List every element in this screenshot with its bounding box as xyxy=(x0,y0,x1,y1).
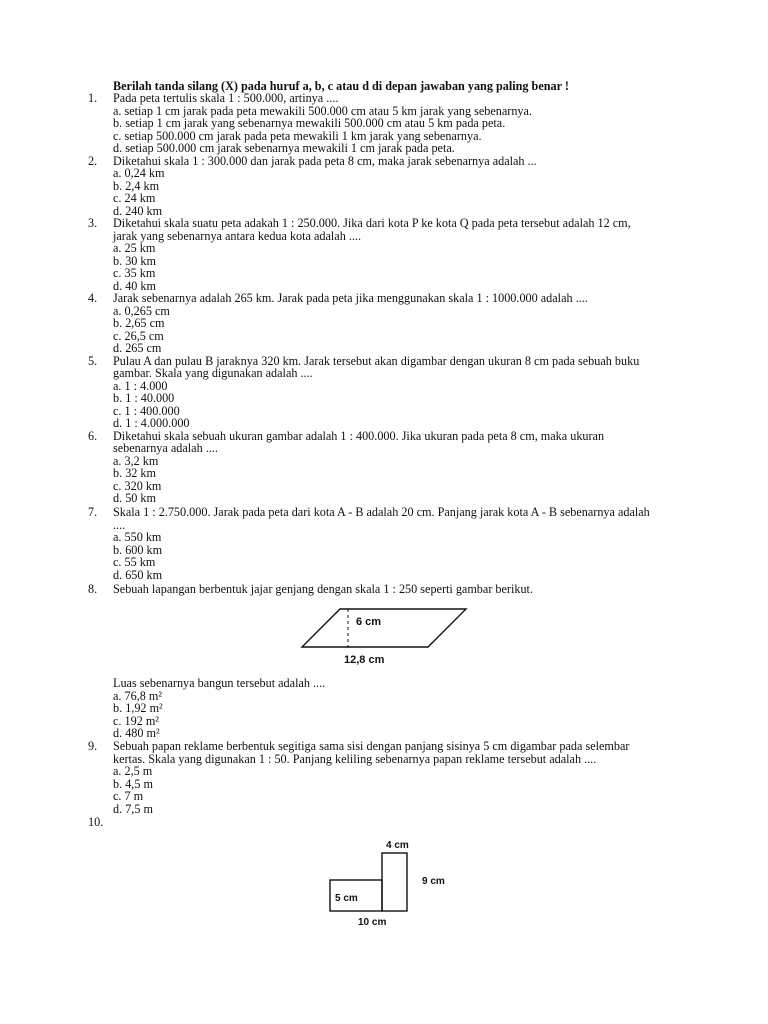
question-text: Sebuah lapangan berbentuk jajar genjang dengan skala 1 : 250 seperti gambar berikut. xyxy=(113,582,533,596)
option: b. 1 : 40.000 xyxy=(113,391,175,405)
question-number: 7. xyxy=(88,505,98,519)
option: d. setiap 500.000 cm jarak sebenarnya mewakili 1 cm jarak pada peta. xyxy=(113,141,455,155)
top-width-label: 4 cm xyxy=(386,840,409,851)
question-text: kertas. Skala yang digunakan 1 : 50. Panjang keliling sebenarnya papan reklame tersebut adalah .... xyxy=(113,751,597,766)
tall-rectangle xyxy=(382,853,407,911)
height-label: 6 cm xyxy=(356,616,382,628)
option: d. 7,5 m xyxy=(113,801,153,816)
option: a. setiap 1 cm jarak pada peta mewakili 500.000 cm atau 5 km jarak yang sebenarnya. xyxy=(113,103,532,118)
question-text: Jarak sebenarnya adalah 265 km. Jarak pada peta jika menggunakan skala 1 : 1000.000 adalah .... xyxy=(113,291,588,305)
option: b. 2,65 cm xyxy=(113,316,165,330)
option: b. setiap 1 cm jarak yang sebenarnya mewakili 500.000 cm atau 5 km pada peta. xyxy=(113,116,506,130)
parallelogram-shape xyxy=(302,609,466,647)
option: c. 24 km xyxy=(113,191,156,205)
question-text: Diketahui skala 1 : 300.000 dan jarak pada peta 8 cm, maka jarak sebenarnya adalah ... xyxy=(113,153,537,168)
option: c. 1 : 400.000 xyxy=(113,403,180,418)
question-number: 6. xyxy=(88,428,98,443)
option: a. 550 km xyxy=(113,530,162,544)
option: b. 1,92 m² xyxy=(113,701,163,715)
option: d. 650 km xyxy=(113,567,163,582)
left-height-label: 5 cm xyxy=(335,893,358,904)
question-text: gambar. Skala yang digunakan adalah .... xyxy=(113,366,313,380)
question-number: 4. xyxy=(88,291,98,305)
question-number: 9. xyxy=(88,739,98,753)
option: a. 76,8 m² xyxy=(113,688,163,703)
question-number: 8. xyxy=(88,582,98,596)
option: a. 1 : 4.000 xyxy=(113,378,168,393)
option: d. 480 m² xyxy=(113,726,160,740)
question-text: Diketahui skala sebuah ukuran gambar adalah 1 : 400.000. Jika ukuran pada peta 8 cm, maka ukuran xyxy=(113,428,605,443)
option: a. 3,2 km xyxy=(113,453,159,468)
right-height-label: 9 cm xyxy=(422,876,445,887)
option: a. 2,5 m xyxy=(113,764,153,778)
option: c. 192 m² xyxy=(113,713,159,728)
question-number: 1. xyxy=(88,91,98,105)
base-label: 12,8 cm xyxy=(344,654,385,666)
option: b. 2,4 km xyxy=(113,178,160,193)
question-number: 3. xyxy=(88,216,98,230)
option: d. 40 km xyxy=(113,278,156,293)
option: d. 265 cm xyxy=(113,341,162,355)
instruction: Berilah tanda silang (X) pada huruf a, b, c atau d di depan jawaban yang paling benar ! xyxy=(113,79,569,93)
option: b. 600 km xyxy=(113,542,163,557)
composite-rectangles-figure xyxy=(320,835,460,935)
option: c. 320 km xyxy=(113,478,162,493)
question-number: 5. xyxy=(88,353,98,368)
question-text: sebenarnya adalah .... xyxy=(113,441,218,455)
option: c. 7 m xyxy=(113,789,144,803)
option: c. 35 km xyxy=(113,266,156,280)
option: a. 0,265 cm xyxy=(113,303,170,318)
question-text: Pulau A dan pulau B jaraknya 320 km. Jarak tersebut akan digambar dengan ukuran 8 cm pada sebuah buku xyxy=(113,353,640,368)
option: a. 0,24 km xyxy=(113,166,165,180)
option: b. 32 km xyxy=(113,466,156,480)
bottom-width-label: 10 cm xyxy=(358,917,387,928)
option: d. 240 km xyxy=(113,203,163,218)
question-text: Sebuah papan reklame berbentuk segitiga sama sisi dengan panjang sisinya 5 cm digambar pada selembar xyxy=(113,739,630,753)
option: c. 55 km xyxy=(113,555,156,569)
question-text: jarak yang sebenarnya antara kedua kota adalah .... xyxy=(113,228,362,243)
question-text: .... xyxy=(113,517,126,532)
question-text: Skala 1 : 2.750.000. Jarak pada peta dari kota A - B adalah 20 cm. Panjang jarak kota A - B sebenarnya adalah xyxy=(113,505,650,519)
option: d. 50 km xyxy=(113,491,156,505)
option: c. setiap 500.000 cm jarak pada peta mewakili 1 km jarak yang sebenarnya. xyxy=(113,128,482,143)
option: d. 1 : 4.000.000 xyxy=(113,416,190,430)
question-number: 2. xyxy=(88,153,98,168)
question-text: Luas sebenarnya bangun tersebut adalah .... xyxy=(113,676,326,690)
option: b. 30 km xyxy=(113,253,156,268)
parallelogram-figure xyxy=(300,605,470,667)
question-number: 10. xyxy=(88,815,104,829)
option: b. 4,5 m xyxy=(113,776,153,791)
option: a. 25 km xyxy=(113,241,156,255)
option: c. 26,5 cm xyxy=(113,328,164,343)
question-text: Pada peta tertulis skala 1 : 500.000, artinya .... xyxy=(113,91,339,105)
question-text: Diketahui skala suatu peta adakah 1 : 250.000. Jika dari kota P ke kota Q pada peta tersebut adalah 12 cm, xyxy=(113,216,631,230)
